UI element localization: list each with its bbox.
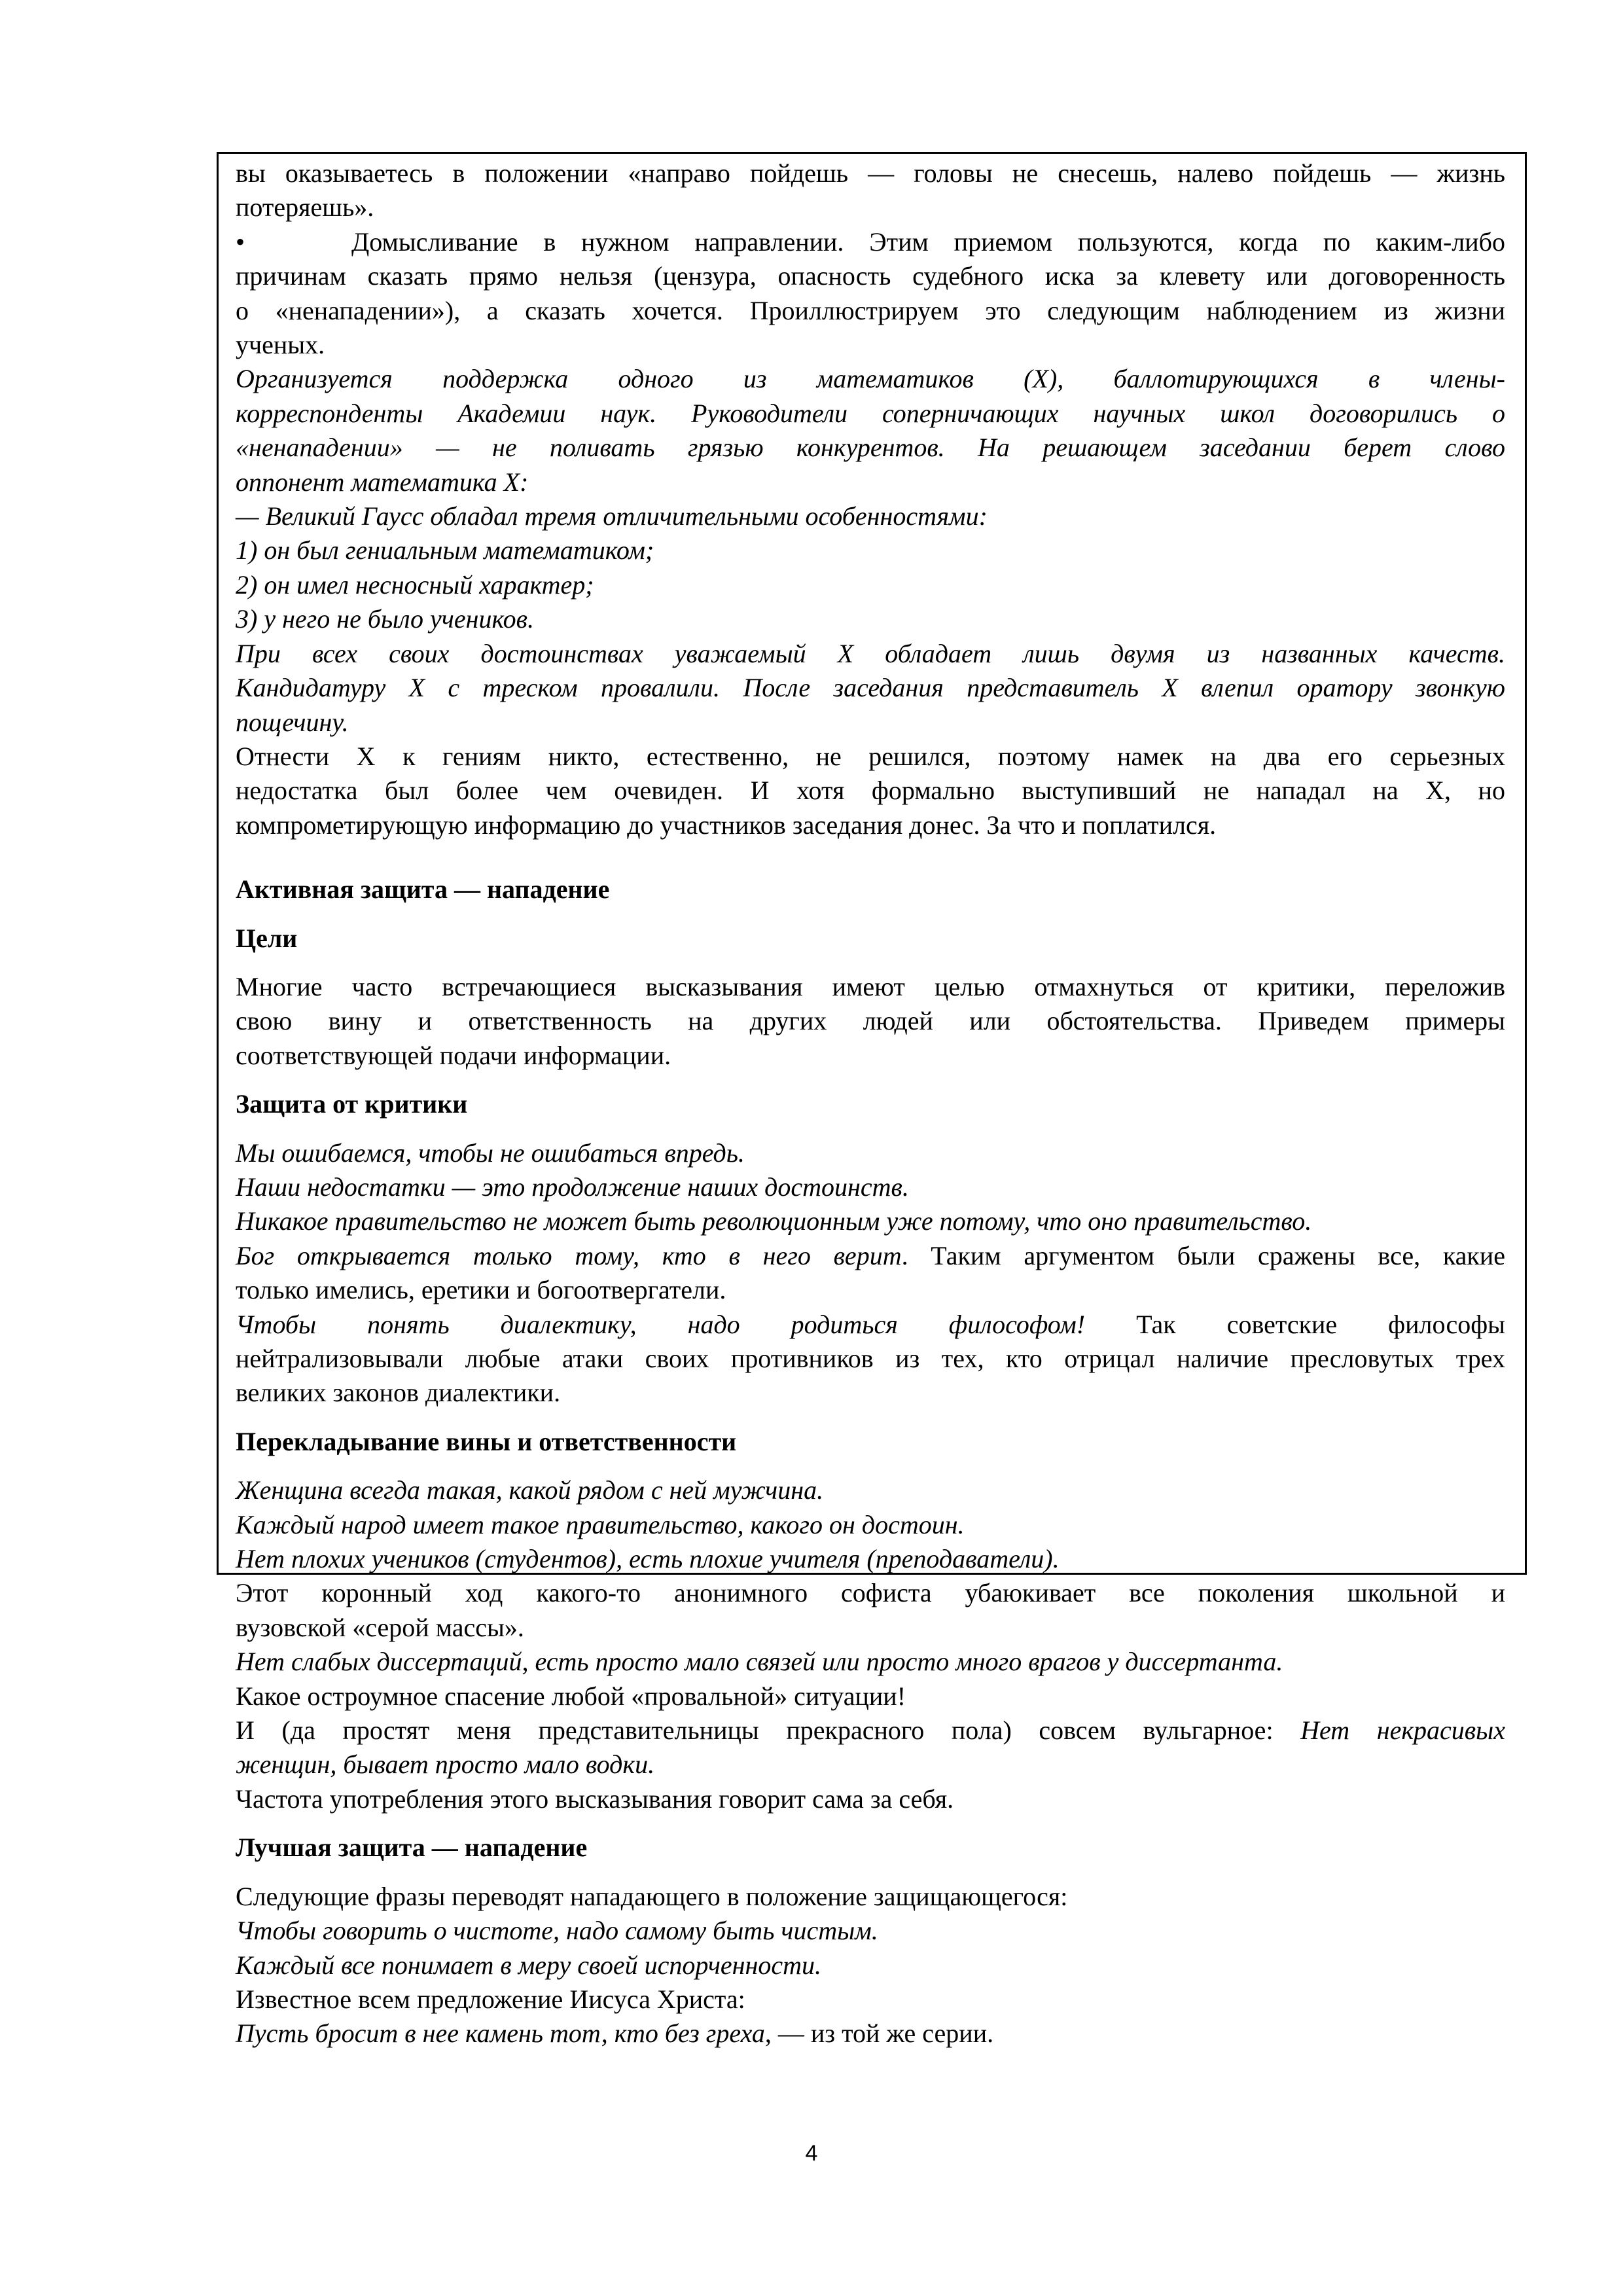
text-line: Кандидатуру X с треском провалили. После заседания представитель X влепил оратору звонкую [236,673,1505,703]
text-line: Женщина всегда такая, какой рядом с ней мужчина. [236,1475,824,1505]
text-line: свою вину и ответственность на других людей или обстоятельства. Приведем примеры [236,1006,1505,1036]
text-line: Многие часто встречающиеся высказывания имеют целью отмахнуться от критики, переложив [236,971,1505,1001]
text-line: Частота употребления этого высказывания говорит сама за себя. [236,1784,954,1814]
text-line: Организуется поддержка одного из математиков (X), баллотирующихся в члены- [236,364,1505,394]
subsection-heading: Перекладывание вины и ответственности [236,1426,737,1456]
text-line: Известное всем предложение Иисуса Христа: [236,1984,745,2014]
text-run: И (да простят меня представительницы прекрасного пола) совсем вульгарное: [236,1715,1301,1746]
text-line: Какое остроумное спасение любой «провальной» ситуации! [236,1681,906,1711]
text-line: пощечину. [236,707,349,737]
text-line: потеряешь». [236,192,374,223]
text-line [236,1713,1505,1748]
text-line: Чтобы говорить о чистоте, надо самому быть чистым. [236,1916,878,1946]
text-line: оппонент математика X: [236,467,529,497]
story-paragraph [236,362,1505,739]
text-line [236,1239,1505,1273]
text-line: вузовской «серой массы». [236,1612,524,1642]
text-line: нейтрализовывали любые атаки своих противников из тех, кто отрицал наличие пресловутых трех [236,1344,1505,1373]
text-run: . Таким аргументом были сражены все, какие [901,1240,1505,1270]
text-line: Следующие фразы переводят нападающего в положение защищающегося: [236,1881,1068,1911]
text-line: Нет плохих учеников (студентов), есть плохие учителя (преподаватели). [236,1544,1060,1574]
text-line: Этот коронный ход какого-то анонимного софиста убаюкивает все поколения школьной и [236,1578,1505,1608]
text-run: , — из той же серии. [764,2018,994,2049]
text-line: При всех своих достоинствах уважаемый X обладает лишь двумя из названных качеств. [236,638,1505,668]
critic-paragraph [236,1136,1505,1410]
text-line: — Великий Гаусс обладал тремя отличительными особенностями: [236,501,988,531]
text-line: «ненападении» — не поливать грязью конкурентов. На решающем заседании берет слово [236,433,1505,463]
text-line: великих законов диалектики. [236,1378,561,1408]
subsection-heading: Цели [236,923,298,953]
goals-paragraph [236,970,1505,1073]
text-line: женщин, бывает просто мало водки. [236,1749,655,1780]
text-line: Нет слабых диссертаций, есть просто мало связей или просто много врагов у диссертанта. [236,1647,1283,1677]
text-line: компрометирующую информацию до участников заседания донес. За что и поплатился. [236,810,1217,840]
text-line [236,1308,1505,1342]
text-line: недостатка был более чем очевиден. И хотя формально выступивший не нападал на X, но [236,776,1505,806]
text-line: 2) он имел несносный характер; [236,569,594,600]
quote-text: Нет некрасивых [1300,1715,1505,1746]
text-line: Домысливание в нужном направлении. Этим приемом пользуются, когда по каким-либо [351,226,1505,257]
text-line: Каждый народ имеет такое правительство, какого он достоин. [236,1509,965,1539]
text-line: вы оказываетесь в положении «направо пойдешь — головы не снесешь, налево пойдешь — жизнь [236,158,1505,188]
bullet-icon: • [236,226,245,257]
text-line: 3) у него не было учеников. [236,604,534,634]
subsection-heading: Лучшая защита — нападение [236,1833,588,1863]
text-line: Каждый все понимает в меру своей испорченности. [236,1950,821,1980]
text-line: о «ненападении»), а сказать хочется. Проиллюстрируем это следующим наблюдением из жизни [236,295,1505,325]
text-line: корреспонденты Академии наук. Руководители соперничающих научных школ договорились о [236,398,1505,428]
page-number: 4 [805,2141,818,2166]
text-line: Отнести X к гениям никто, естественно, не решился, поэтому намек на два его серьезных [236,741,1505,771]
text-run: Так советские философы [1085,1309,1505,1339]
text-line: ученых. [236,330,325,360]
text-line: соответствующей подачи информации. [236,1040,671,1070]
subsection-heading: Защита от критики [236,1089,468,1119]
best-paragraph [236,1880,1505,2051]
text-line [236,2017,1505,2051]
text-line: Наши недостатки — это продолжение наших достоинств. [236,1172,909,1202]
text-line: только имелись, еретики и богоотвергатели. [236,1275,726,1305]
text-line: Мы ошибаемся, чтобы не ошибаться впредь. [236,1138,745,1168]
quote-text: Чтобы понять диалектику, надо родиться философом! [236,1309,1086,1339]
bullet-paragraph [236,225,1505,363]
quote-text: Пусть бросит в нее камень тот, кто без греха [236,2018,765,2049]
blame-paragraph [236,1473,1505,1816]
intro-paragraph [236,156,1505,225]
quote-text: Бог открывается только тому, кто в него верит [236,1240,902,1270]
bullet-item [236,225,1505,259]
text-line: причинам сказать прямо нельзя (цензура, опасность судебного иска за клевету или договоренность [236,261,1505,291]
text-frame [217,152,1527,2049]
text-line: Никакое правительство не может быть революционным уже потому, что оно правительство. [236,1206,1312,1236]
text-line: 1) он был гениальным математиком; [236,535,654,565]
section-heading: Активная защита — нападение [236,874,610,905]
comment-paragraph [236,740,1505,842]
